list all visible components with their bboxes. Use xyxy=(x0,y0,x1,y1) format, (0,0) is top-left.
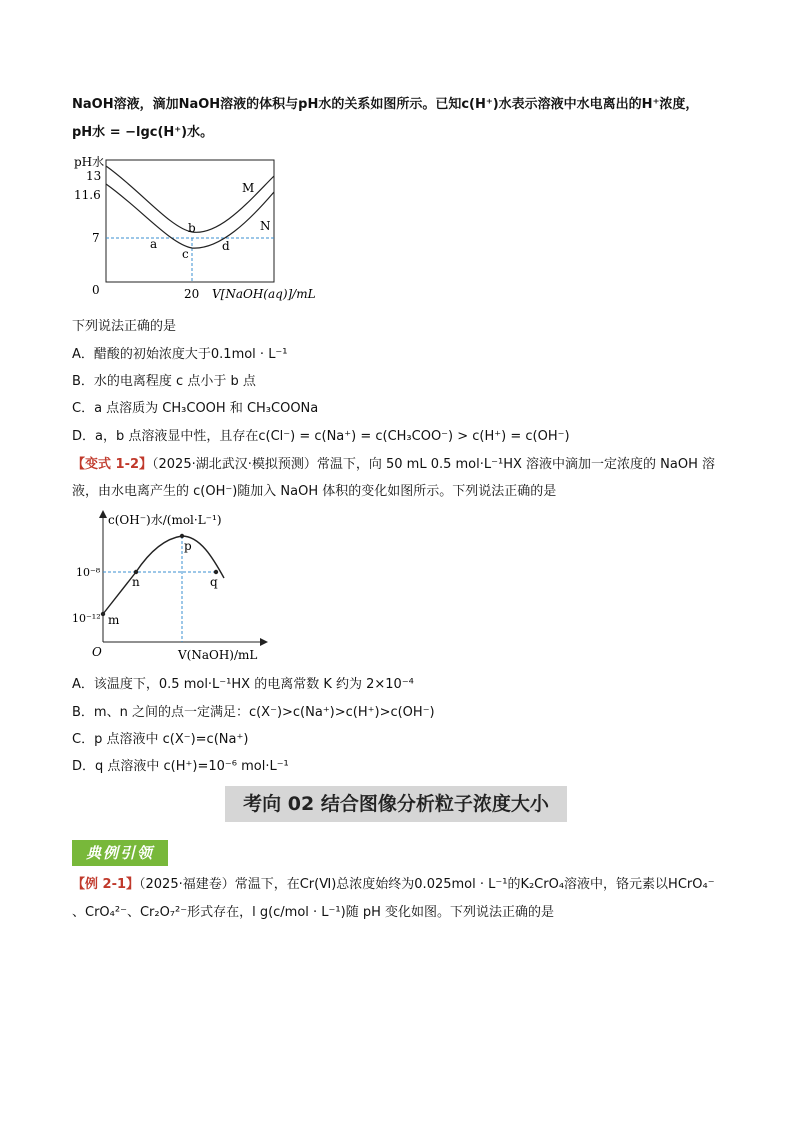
point-m xyxy=(101,612,105,616)
point-n xyxy=(134,570,138,574)
xtick-20: 20 xyxy=(184,287,200,301)
chart2-ylabel: c(OH⁻)水/(mol·L⁻¹) xyxy=(108,513,222,527)
ex-line-1 xyxy=(72,876,715,894)
q1-option-D: D．a，b 点溶液显中性，且存在c(Cl⁻) = c(Na⁺) = c(CH₃COO⁻) > c(H⁺) = c(OH⁻) xyxy=(72,429,570,444)
q1-prompt: 下列说法正确的是 xyxy=(72,319,177,334)
label-n: n xyxy=(132,575,140,589)
chart1-origin: 0 xyxy=(92,283,100,297)
ex-tag: 【例 2-1】 xyxy=(72,877,140,892)
chart-ph-water xyxy=(60,150,340,310)
q2-tag: 【变式 1-2】 xyxy=(72,457,153,472)
chart2-ytick-low: 10⁻¹² xyxy=(72,612,101,625)
chart1-xlabel: V[NaOH(aq)]/mL xyxy=(212,287,316,301)
q2-option-D: D．q 点溶液中 c(H⁺)=10⁻⁶ mol·L⁻¹ xyxy=(72,759,289,774)
chart-oh-water xyxy=(68,506,268,664)
q2-stem-line-1 xyxy=(72,456,715,474)
q1-option-A: A．醋酸的初始浓度大于0.1mol · L⁻¹ xyxy=(72,347,288,362)
ex-stem-1: （2025·福建卷）常温下，在Cr(Ⅵ)总浓度始终为0.025mol · L⁻¹的K₂CrO₄溶液中，铬元素以HCrO₄⁻ xyxy=(139,877,715,892)
ytick-7: 7 xyxy=(92,231,100,245)
ytick-11-6: 11.6 xyxy=(74,188,101,202)
q2-stem-line-2: 液，由水电离产生的 c(OH⁻)随加入 NaOH 体积的变化如图所示。下列说法正确的是 xyxy=(72,484,557,499)
q2-option-C: C．p 点溶液中 c(X⁻)=c(Na⁺) xyxy=(72,732,249,747)
q1-option-C: C．a 点溶质为 CH₃COOH 和 CH₃COONa xyxy=(72,401,319,416)
label-p: p xyxy=(184,539,192,553)
q1-option-B: B．水的电离程度 c 点小于 b 点 xyxy=(72,374,256,389)
label-N: N xyxy=(260,219,271,233)
section-badge: 典例引领 xyxy=(72,840,168,866)
chart2-xlabel: V(NaOH)/mL xyxy=(178,648,258,662)
label-b: b xyxy=(188,221,196,235)
chart2-ytick-high: 10⁻⁸ xyxy=(76,566,101,579)
ytick-13: 13 xyxy=(86,169,102,183)
chart1-ylabel: pH水 xyxy=(74,155,105,169)
intro-line-2: pH水 = −lgc(H⁺)水。 xyxy=(72,125,214,140)
label-c: c xyxy=(182,247,189,261)
point-p xyxy=(180,534,184,538)
chart2-origin: O xyxy=(92,645,102,659)
section-title: 考向 02 结合图像分析粒子浓度大小 xyxy=(225,786,567,822)
label-d: d xyxy=(222,239,230,253)
label-a: a xyxy=(150,237,158,251)
label-m: m xyxy=(108,613,120,627)
chart2-curve xyxy=(103,536,224,614)
label-q: q xyxy=(210,575,218,589)
q2-option-A: A．该温度下，0.5 mol·L⁻¹HX 的电离常数 K 约为 2×10⁻⁴ xyxy=(72,677,414,692)
q2-stem-1: （2025·湖北武汉·模拟预测）常温下，向 50 mL 0.5 mol·L⁻¹HX 溶液中滴加一定浓度的 NaOH 溶 xyxy=(152,457,715,472)
q2-option-B: B．m、n 之间的点一定满足：c(X⁻)>c(Na⁺)>c(H⁺)>c(OH⁻) xyxy=(72,705,435,720)
label-M: M xyxy=(242,181,255,195)
intro-line-1: NaOH溶液，滴加NaOH溶液的体积与pH水的关系如图所示。已知c(H⁺)水表示溶液中水电离出的H⁺浓度， xyxy=(72,97,699,112)
ex-line-2: 、CrO₄²⁻、Cr₂O₇²⁻形式存在，l g(c/mol · L⁻¹)随 pH 变化如图。下列说法正确的是 xyxy=(72,905,554,920)
point-q xyxy=(214,570,218,574)
